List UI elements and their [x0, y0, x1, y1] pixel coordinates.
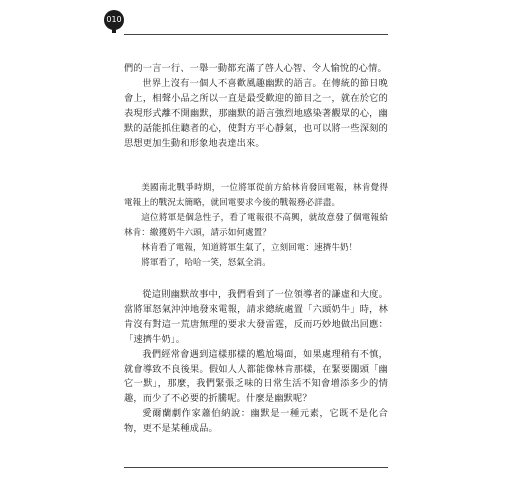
paragraph: 愛爾蘭劇作家蕭伯納說：幽默是一種元素，它既不是化合物，更不是某種成品。: [124, 408, 388, 435]
footer-rule: [124, 467, 388, 468]
header-rule: [124, 34, 388, 35]
story-text: [124, 181, 388, 270]
story-paragraph: 林肯看了電報，知道將軍生氣了，立刻回電：速擠牛奶！: [141, 242, 358, 253]
intro-text: [124, 62, 388, 151]
paragraph: 我們經常會遇到這樣那樣的尷尬場面，如果處理稍有不慎，就會導致不良後果。假如人人都能像林肯那樣，在緊要關頭「幽它一默」，那麼，我們緊張乏味的日常生活不知會增添多少的情趣，而少了不必要的折騰呢。什麼是幽默呢？: [124, 348, 388, 405]
paragraph: 們的一言一行、一舉一動都充滿了啓人心智、令人愉悅的心情。: [124, 63, 387, 74]
commentary-text: [124, 288, 388, 437]
page-number-badge: [104, 10, 124, 30]
page-number-badge-tail: [112, 28, 116, 33]
story-paragraph: 這位將軍是個急性子，看了電報很不高興，就故意發了個電報給林肯：繳獲奶牛六頭，請示如何處置？: [124, 212, 388, 238]
paragraph: 從這則幽默故事中，我們看到了一位領導者的謙虛和大度。當將軍怒氣沖沖地發來電報，請求總統處置「六頭奶牛」時，林肯沒有對這一荒唐無理的要求大發雷霆，反而巧妙地做出回應：「速擠牛奶」。: [124, 289, 388, 345]
story-paragraph: 將軍看了，哈哈一笑，怒氣全消。: [141, 257, 271, 268]
paragraph: 世界上沒有一個人不喜歡風趣幽默的語言。在傳統的節日晚會上，相聲小品之所以一直是最受歡迎的節目之一，就在於它的表現形式離不開幽默，那幽默的語言強烈地感染著觀眾的心，幽默的話能抓住聽者的心，使對方平心靜氣，也可以將一些深刻的思想更加生動和形象地表達出來。: [124, 77, 388, 149]
story-paragraph: 美國南北戰爭時期，一位將軍從前方給林肯發回電報，林肯覺得電報上的戰況太簡略，就回電要求今後的戰報務必詳盡。: [124, 183, 388, 208]
page-number: 010: [106, 15, 122, 24]
